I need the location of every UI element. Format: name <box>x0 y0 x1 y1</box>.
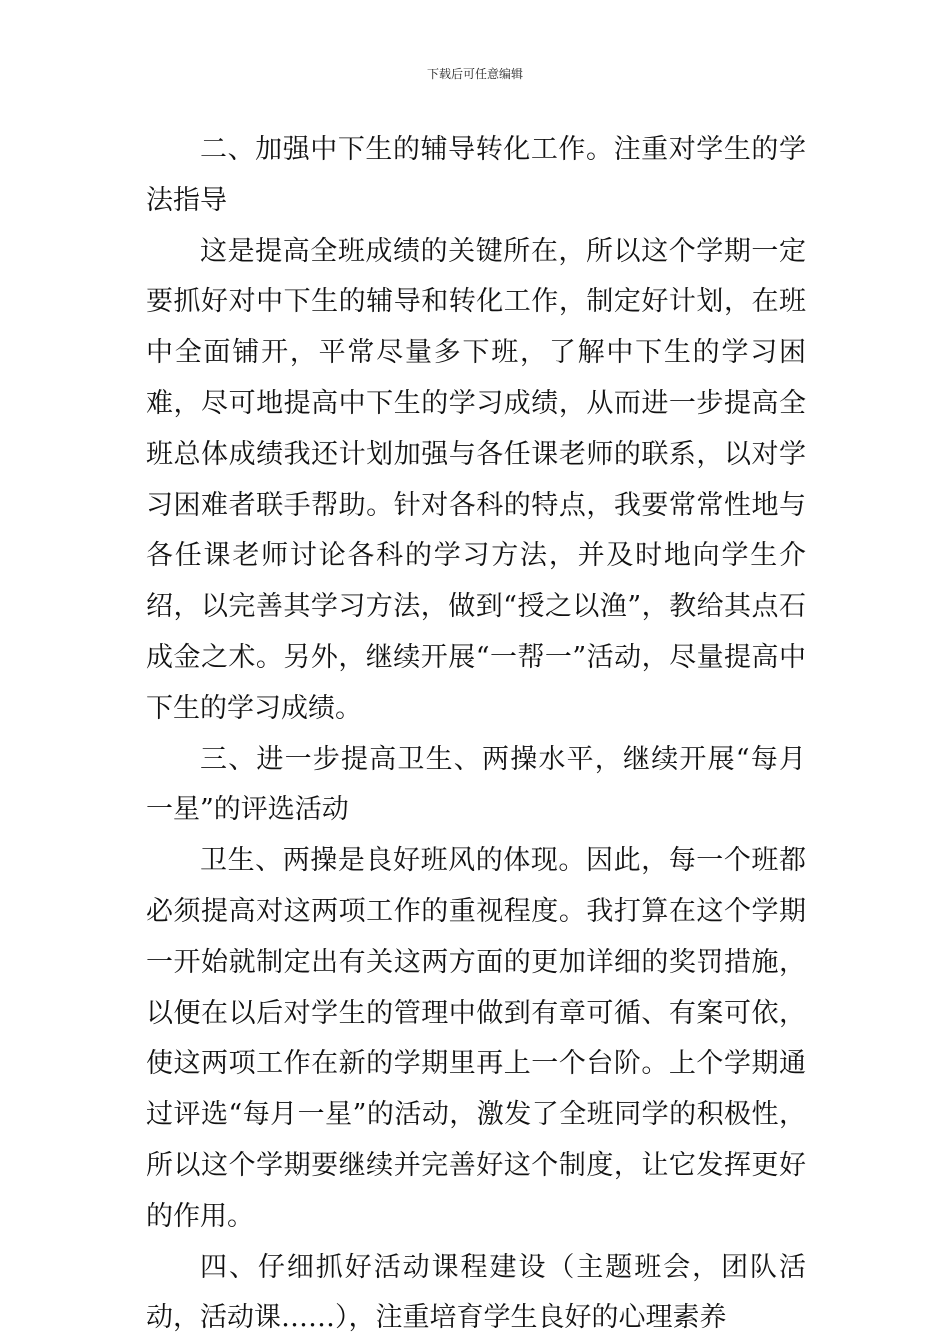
body-paragraph-2: 这是提高全班成绩的关键所在，所以这个学期一定要抓好对中下生的辅导和转化工作，制定好计划，在班中全面铺开，平常尽量多下班，了解中下生的学习困难，尽可地提高中下生的学习成绩，从而进一步提高全班总体成绩我还计划加强与各任课老师的联系，以对学习困难者联手帮助。针对各科的特点，我要常常性地与各任课老师讨论各科的学习方法，并及时地向学生介绍，以完善其学习方法，做到“授之以渔”，教给其点石成金之术。另外，继续开展“一帮一”活动，尽量提高中下生的学习成绩。 <box>146 235 806 724</box>
document-body <box>146 125 806 1344</box>
section-heading-4: 四、仔细抓好活动课程建设（主题班会，团队活动，活动课……），注重培育学生良好的心理素养 <box>146 1251 806 1334</box>
page-header: 下载后可任意编辑 <box>426 67 523 81</box>
body-paragraph-3: 卫生、两操是良好班风的体现。因此，每一个班都必须提高对这两项工作的重视程度。我打算在这个学期一开始就制定出有关这两方面的更加详细的奖罚措施，以便在以后对学生的管理中做到有章可循、有案可依，使这两项工作在新的学期里再上一个台阶。上个学期通过评选“每月一星”的活动，激发了全班同学的积极性，所以这个学期要继续并完善好这个制度，让它发挥更好的作用。 <box>146 845 806 1232</box>
section-heading-3: 三、进一步提高卫生、两操水平，继续开展“每月一星”的评选活动 <box>146 743 806 826</box>
section-heading-2: 二、加强中下生的辅导转化工作。注重对学生的学法指导 <box>146 134 806 216</box>
